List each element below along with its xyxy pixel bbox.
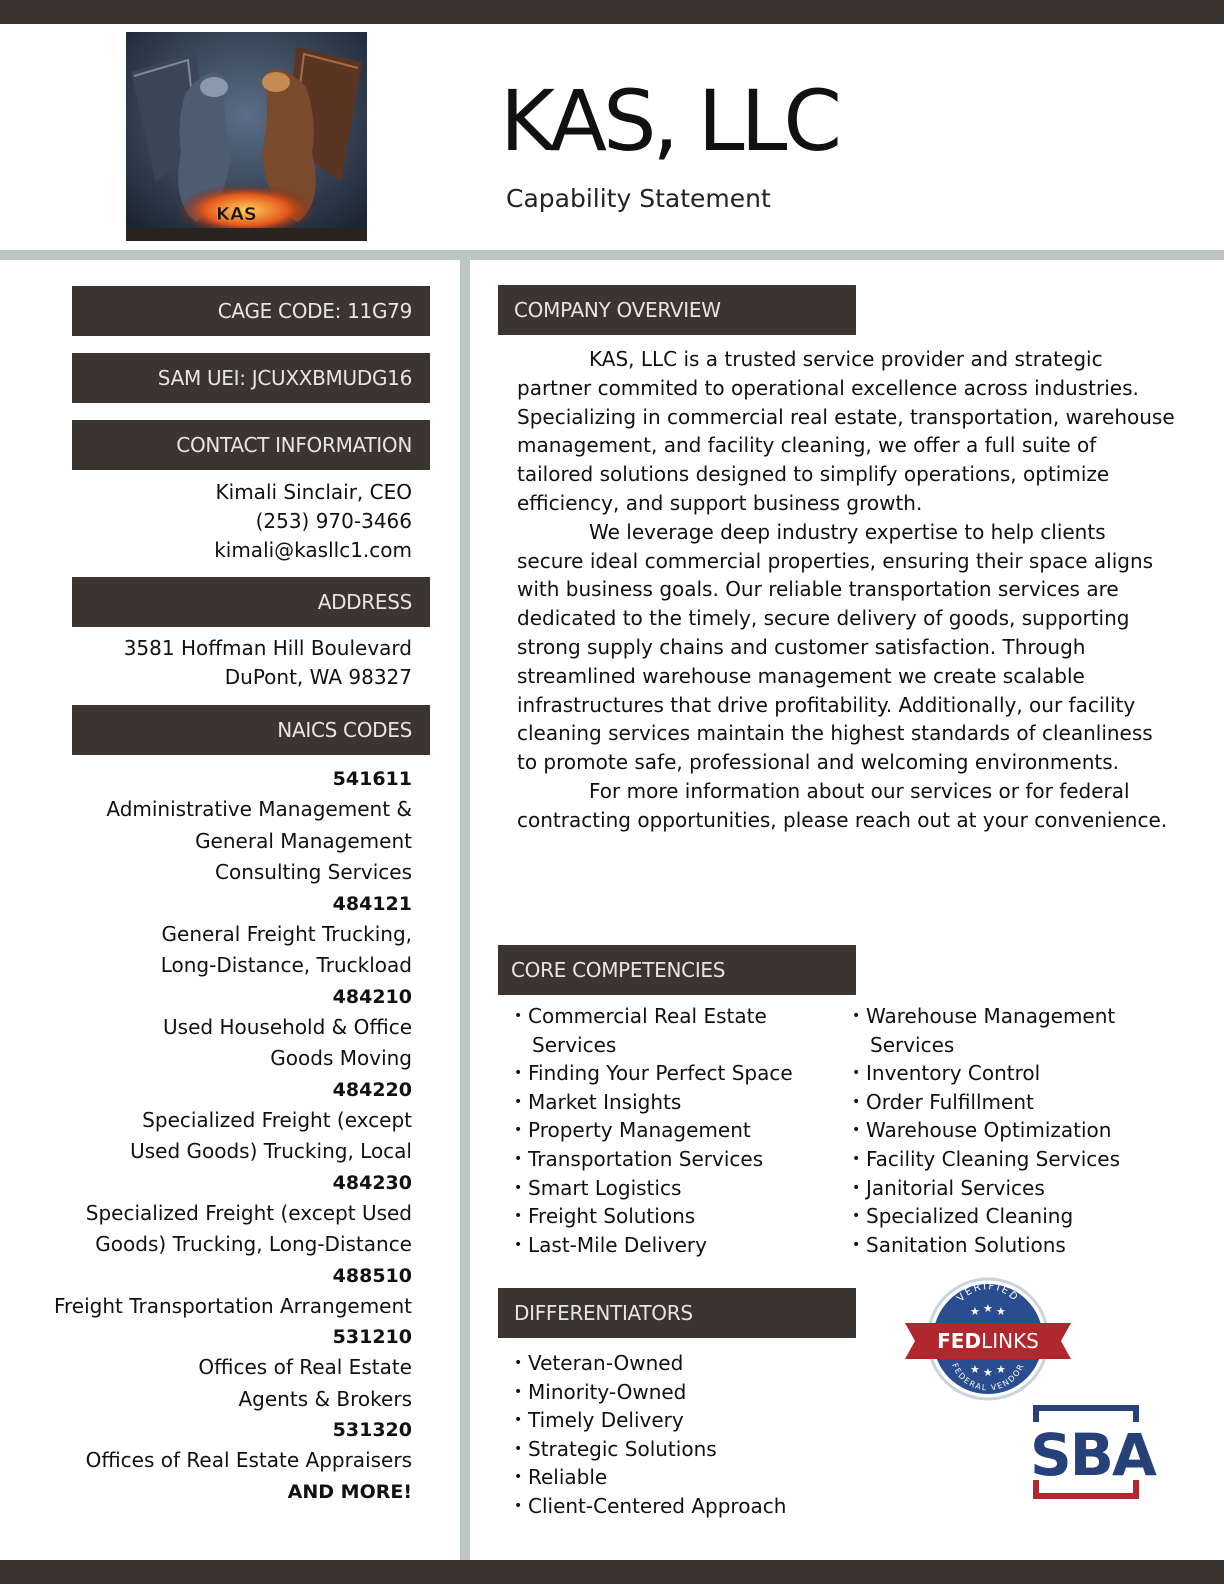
competency-item: • Finding Your Perfect Space <box>514 1059 793 1088</box>
contact-name: Kimali Sinclair, CEO <box>215 480 412 504</box>
address-line: DuPont, WA 98327 <box>224 665 412 689</box>
competency-item: • Facility Cleaning Services <box>852 1145 1120 1174</box>
competency-item: • Sanitation Solutions <box>852 1231 1120 1260</box>
company-logo <box>126 32 367 241</box>
differentiators-heading: DIFFERENTIATORS <box>498 1288 856 1338</box>
differentiator-item: • Timely Delivery <box>514 1406 786 1435</box>
competencies-left-list <box>514 1002 793 1259</box>
competencies-right-list <box>852 1002 1120 1259</box>
naics-desc: General Management <box>195 828 412 853</box>
naics-desc: Consulting Services <box>215 860 412 884</box>
naics-code: 531320 <box>332 1419 412 1441</box>
overview-paragraph: For more information about our services or for federal contracting opportunities, please reach out at your convenience. <box>517 778 1168 832</box>
svg-text:★: ★ <box>983 1366 993 1379</box>
competency-item: • Specialized Cleaning <box>852 1202 1120 1231</box>
naics-code: 488510 <box>332 1264 412 1287</box>
naics-desc: Administrative Management & <box>106 797 412 821</box>
competency-item: • Freight Solutions <box>514 1202 793 1231</box>
competency-item: • Commercial Real Estate Services <box>514 1002 793 1059</box>
overview-text <box>517 345 1177 835</box>
svg-text:★: ★ <box>970 1305 980 1318</box>
naics-desc: General Freight Trucking, <box>161 921 412 946</box>
naics-desc: Freight Transportation Arrangement <box>53 1293 412 1318</box>
sam-uei-bar: SAM UEI: JCUXXBMUDG16 <box>72 353 430 403</box>
naics-desc: Specialized Freight (except <box>142 1107 412 1132</box>
overview-heading: COMPANY OVERVIEW <box>498 285 856 335</box>
page-title: KAS, LLC <box>500 72 839 170</box>
svg-text:★: ★ <box>996 1305 1006 1318</box>
contact-email: kimali@kasllc1.com <box>214 538 412 562</box>
naics-desc: Offices of Real Estate <box>198 1355 412 1379</box>
naics-heading: NAICS CODES <box>72 705 430 755</box>
naics-desc: Offices of Real Estate Appraisers <box>85 1448 412 1472</box>
naics-code: 541611 <box>332 768 412 790</box>
competencies-heading: CORE COMPETENCIES <box>498 945 856 995</box>
column-divider <box>460 260 470 1560</box>
logo-text: KAS <box>216 204 257 225</box>
overview-paragraph: KAS, LLC is a trusted service provider and strategic partner commited to operational excellence across industries. Specializing in commercial real estate, transportation, warehouse management, and facility cleaning, we offer a full suite of tailored solutions designed to simplify operations, optimize efficiency, and support business growth. <box>517 347 1175 515</box>
header-divider <box>0 250 1224 260</box>
naics-more: AND MORE! <box>287 1480 412 1503</box>
differentiator-item: • Strategic Solutions <box>514 1435 786 1464</box>
naics-code: 484230 <box>332 1171 412 1194</box>
competency-item: • Inventory Control <box>852 1059 1120 1088</box>
competency-item: • Order Fulfillment <box>852 1088 1120 1117</box>
differentiator-item: • Reliable <box>514 1463 786 1492</box>
naics-list <box>54 764 412 1507</box>
naics-desc: Used Goods) Trucking, Local <box>130 1139 412 1163</box>
competency-item: • Property Management <box>514 1116 793 1145</box>
bottom-bar <box>0 1560 1224 1584</box>
naics-desc: Agents & Brokers <box>238 1386 412 1411</box>
differentiator-item: • Veteran-Owned <box>514 1349 786 1378</box>
naics-code: 484121 <box>332 892 412 915</box>
competency-item: • Smart Logistics <box>514 1174 793 1203</box>
svg-text:★: ★ <box>983 1302 993 1315</box>
naics-code: 531210 <box>332 1326 412 1348</box>
page-subtitle: Capability Statement <box>506 184 771 213</box>
naics-code: 484210 <box>332 985 412 1008</box>
competency-item: • Warehouse Optimization <box>852 1116 1120 1145</box>
naics-desc: Goods Moving <box>270 1046 412 1070</box>
competency-item: • Transportation Services <box>514 1145 793 1174</box>
overview-paragraph: We leverage deep industry expertise to help clients secure ideal commercial properties, ensuring their space aligns with business goals. Our reliable transportation services are dedicated to the timely, secure delivery of goods, supporting strong supply chains and customer satisfaction. Through streamlined warehouse management we create scalable infrastructures that drive profitability. Additionally, our facility cleaning services maintain the highest standards of cleanliness to promote safe, professional and welcoming environments. <box>517 519 1154 775</box>
cage-code-bar: CAGE CODE: 11G79 <box>72 286 430 336</box>
naics-code: 484220 <box>332 1078 412 1101</box>
address-heading: ADDRESS <box>72 577 430 627</box>
competency-item: • Janitorial Services <box>852 1174 1120 1203</box>
naics-desc: Goods) Trucking, Long-Distance <box>95 1232 412 1256</box>
competency-item: • Market Insights <box>514 1088 793 1117</box>
sba-logo <box>1028 1400 1158 1502</box>
competency-item: • Warehouse Management Services <box>852 1002 1120 1059</box>
differentiator-item: • Client-Centered Approach <box>514 1492 786 1521</box>
fedlinks-badge <box>905 1275 1071 1403</box>
naics-desc: Used Household & Office <box>163 1014 412 1039</box>
contact-block <box>214 478 412 565</box>
address-block <box>124 634 412 692</box>
naics-desc: Long-Distance, Truckload <box>160 953 412 977</box>
differentiators-list <box>514 1349 786 1521</box>
top-bar <box>0 0 1224 24</box>
svg-text:VERIFIED: VERIFIED <box>955 1281 1021 1305</box>
svg-text:FEDERAL VENDOR: FEDERAL VENDOR <box>950 1361 1026 1393</box>
svg-text:SBA: SBA <box>1030 1421 1155 1489</box>
svg-text:FEDLINKS: FEDLINKS <box>937 1329 1039 1353</box>
contact-heading: CONTACT INFORMATION <box>72 420 430 470</box>
address-line: 3581 Hoffman Hill Boulevard <box>123 636 412 660</box>
svg-text:★: ★ <box>970 1363 980 1376</box>
svg-text:★: ★ <box>996 1363 1006 1376</box>
naics-desc: Specialized Freight (except Used <box>85 1200 412 1225</box>
competency-item: • Last-Mile Delivery <box>514 1231 793 1260</box>
differentiator-item: • Minority-Owned <box>514 1378 786 1407</box>
contact-phone: (253) 970-3466 <box>255 509 412 533</box>
